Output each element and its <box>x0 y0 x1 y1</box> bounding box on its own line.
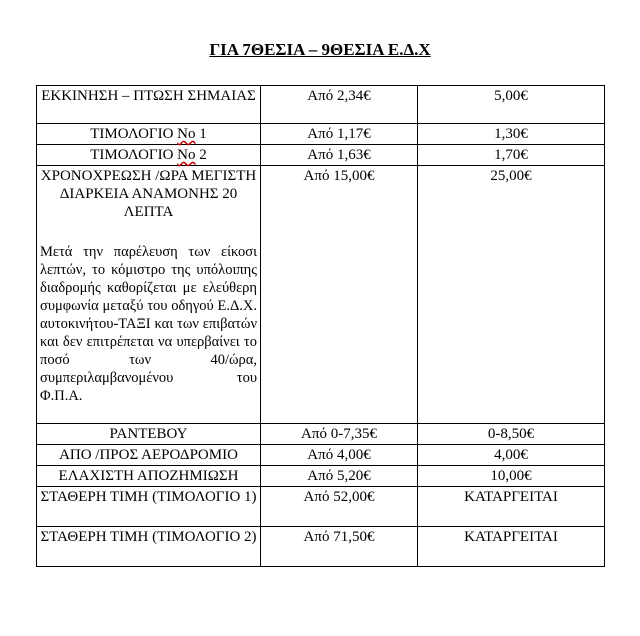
spellcheck-mark: Νο <box>177 147 196 163</box>
row-price: 4,00€ <box>418 445 605 466</box>
spellcheck-mark: Νο <box>177 126 196 142</box>
table-row <box>37 424 605 445</box>
row-price: 10,00€ <box>418 466 605 487</box>
row-price: 1,70€ <box>418 145 605 166</box>
page-title-text: ΓΙΑ 7ΘΕΣΙΑ – 9ΘΕΣΙΑ Ε.Δ.Χ <box>209 40 431 59</box>
row-from-price: Από 52,00€ <box>261 487 418 527</box>
table-row <box>37 466 605 487</box>
row-price: 25,00€ <box>418 166 605 424</box>
row-from-price: Από 4,00€ <box>261 445 418 466</box>
table-row <box>37 124 605 145</box>
row-label: ΕΛΑΧΙΣΤΗ ΑΠΟΖΗΜΙΩΣΗ <box>37 466 261 487</box>
row-from-price: Από 1,63€ <box>261 145 418 166</box>
row-note: Μετά την παρέλευση των είκοσι λεπτών, το κόμιστρο της υπόλοιπης διαδρομής καθορίζεται με ελεύθερη συμφωνία μεταξύ του οδηγού Ε.Δ.Χ. αυτοκινήτου-ΤΑΞΙ και των επιβατών και δεν επιτρέπεται να υπερβαίνει το ποσό των 40/ώρα, συμπεριλαμβανομένου του <box>40 244 257 386</box>
row-label <box>37 124 261 145</box>
row-from-price: Από 2,34€ <box>261 86 418 124</box>
row-label: ΣΤΑΘΕΡΗ ΤΙΜΗ (ΤΙΜΟΛΟΓΙΟ 1) <box>37 487 261 527</box>
row-label: ΣΤΑΘΕΡΗ ΤΙΜΗ (ΤΙΜΟΛΟΓΙΟ 2) <box>37 527 261 567</box>
row-label: ΑΠΟ /ΠΡΟΣ ΑΕΡΟΔΡΟΜΙΟ <box>37 445 261 466</box>
row-label-prefix: ΤΙΜΟΛΟΓΙΟ <box>90 147 178 163</box>
row-note-end: Φ.Π.Α. <box>40 388 83 404</box>
row-label: ΕΚΚΙΝΗΣΗ – ΠΤΩΣΗ ΣΗΜΑΙΑΣ <box>37 86 261 124</box>
row-label-suffix: 1 <box>195 126 207 142</box>
row-from-price: Από 71,50€ <box>261 527 418 567</box>
row-label: ΡΑΝΤΕΒΟΥ <box>37 424 261 445</box>
row-from-price: Από 5,20€ <box>261 466 418 487</box>
row-label <box>37 145 261 166</box>
table-row <box>37 166 605 424</box>
row-label-cell <box>37 166 261 424</box>
row-price: 1,30€ <box>418 124 605 145</box>
row-price: 5,00€ <box>418 86 605 124</box>
table-row <box>37 487 605 527</box>
row-price: ΚΑΤΑΡΓΕΙΤΑΙ <box>418 487 605 527</box>
table-row <box>37 145 605 166</box>
row-from-price: Από 0-7,35€ <box>261 424 418 445</box>
row-label: ΧΡΟΝΟΧΡΕΩΣΗ /ΩΡΑ ΜΕΓΙΣΤΗ ΔΙΑΡΚΕΙΑ ΑΝΑΜΟΝΗΣ 20 ΛΕΠΤΑ <box>40 168 257 220</box>
table-row <box>37 86 605 124</box>
table-row <box>37 527 605 567</box>
row-label-suffix: 2 <box>195 147 207 163</box>
page-title <box>0 40 640 60</box>
fare-table <box>36 85 605 567</box>
row-label-prefix: ΤΙΜΟΛΟΓΙΟ <box>90 126 178 142</box>
row-from-price: Από 1,17€ <box>261 124 418 145</box>
row-price: 0-8,50€ <box>418 424 605 445</box>
table-row <box>37 445 605 466</box>
row-from-price: Από 15,00€ <box>261 166 418 424</box>
row-price: ΚΑΤΑΡΓΕΙΤΑΙ <box>418 527 605 567</box>
